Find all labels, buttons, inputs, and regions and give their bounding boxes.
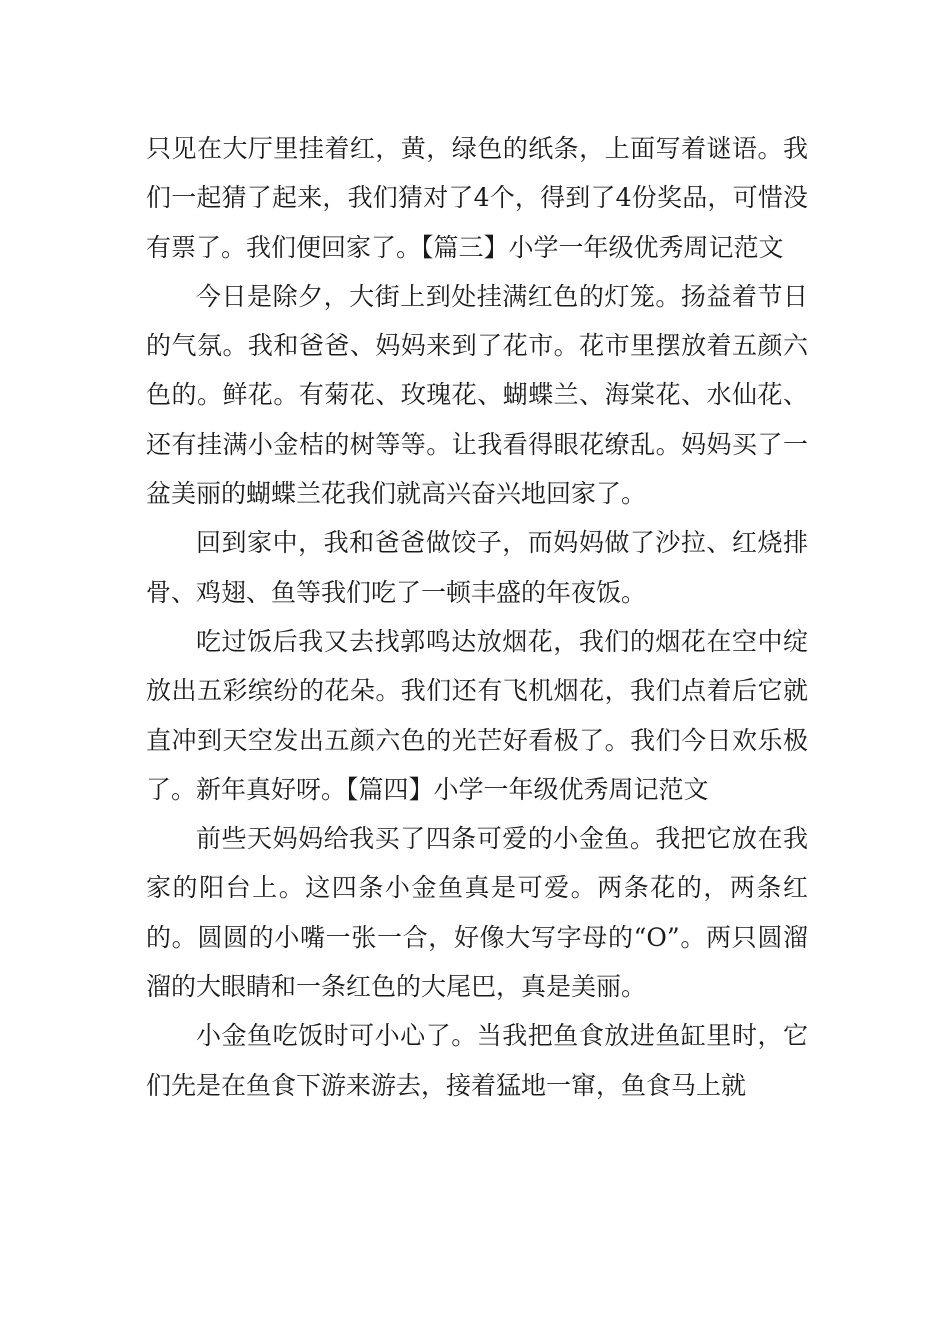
body-text bbox=[146, 124, 808, 1110]
paragraph-2: 今日是除夕，大街上到处挂满红色的灯笼。扬益着节日的气氛。我和爸爸、妈妈来到了花市。花市里摆放着五颜六色的。鲜花。有菊花、玫瑰花、蝴蝶兰、海棠花、水仙花、还有挂满小金桔的树等等。让我看得眼花缭乱。妈妈买了一盆美丽的蝴蝶兰花我们就高兴奋兴地回家了。 bbox=[146, 281, 808, 509]
paragraph-5: 前些天妈妈给我买了四条可爱的小金鱼。我把它放在我家的阳台上。这四条小金鱼真是可爱。两条花的，两条红的。圆圆的小嘴一张一合，好像大写字母的“O”。两只圆溜溜的大眼睛和一条红色的大尾巴，真是美丽。 bbox=[146, 824, 808, 1002]
paragraph-6: 小金鱼吃饭时可小心了。当我把鱼食放进鱼缸里时，它们先是在鱼食下游来游去，接着猛地一窜，鱼食马上就 bbox=[146, 1021, 808, 1100]
paragraph-4: 吃过饭后我又去找郭鸣达放烟花，我们的烟花在空中绽放出五彩缤纷的花朵。我们还有飞机烟花，我们点着后它就直冲到天空发出五颜六色的光芒好看极了。我们今日欢乐极了。新年真好呀。【篇四】小学一年级优秀周记范文 bbox=[146, 626, 808, 804]
paragraph-3: 回到家中，我和爸爸做饺子，而妈妈做了沙拉、红烧排骨、鸡翅、鱼等我们吃了一顿丰盛的年夜饭。 bbox=[146, 528, 808, 607]
paragraph-1: 只见在大厅里挂着红，黄，绿色的纸条，上面写着谜语。我们一起猜了起来，我们猜对了4个，得到了4份奖品，可惜没有票了。我们便回家了。【篇三】小学一年级优秀周记范文 bbox=[146, 134, 808, 262]
